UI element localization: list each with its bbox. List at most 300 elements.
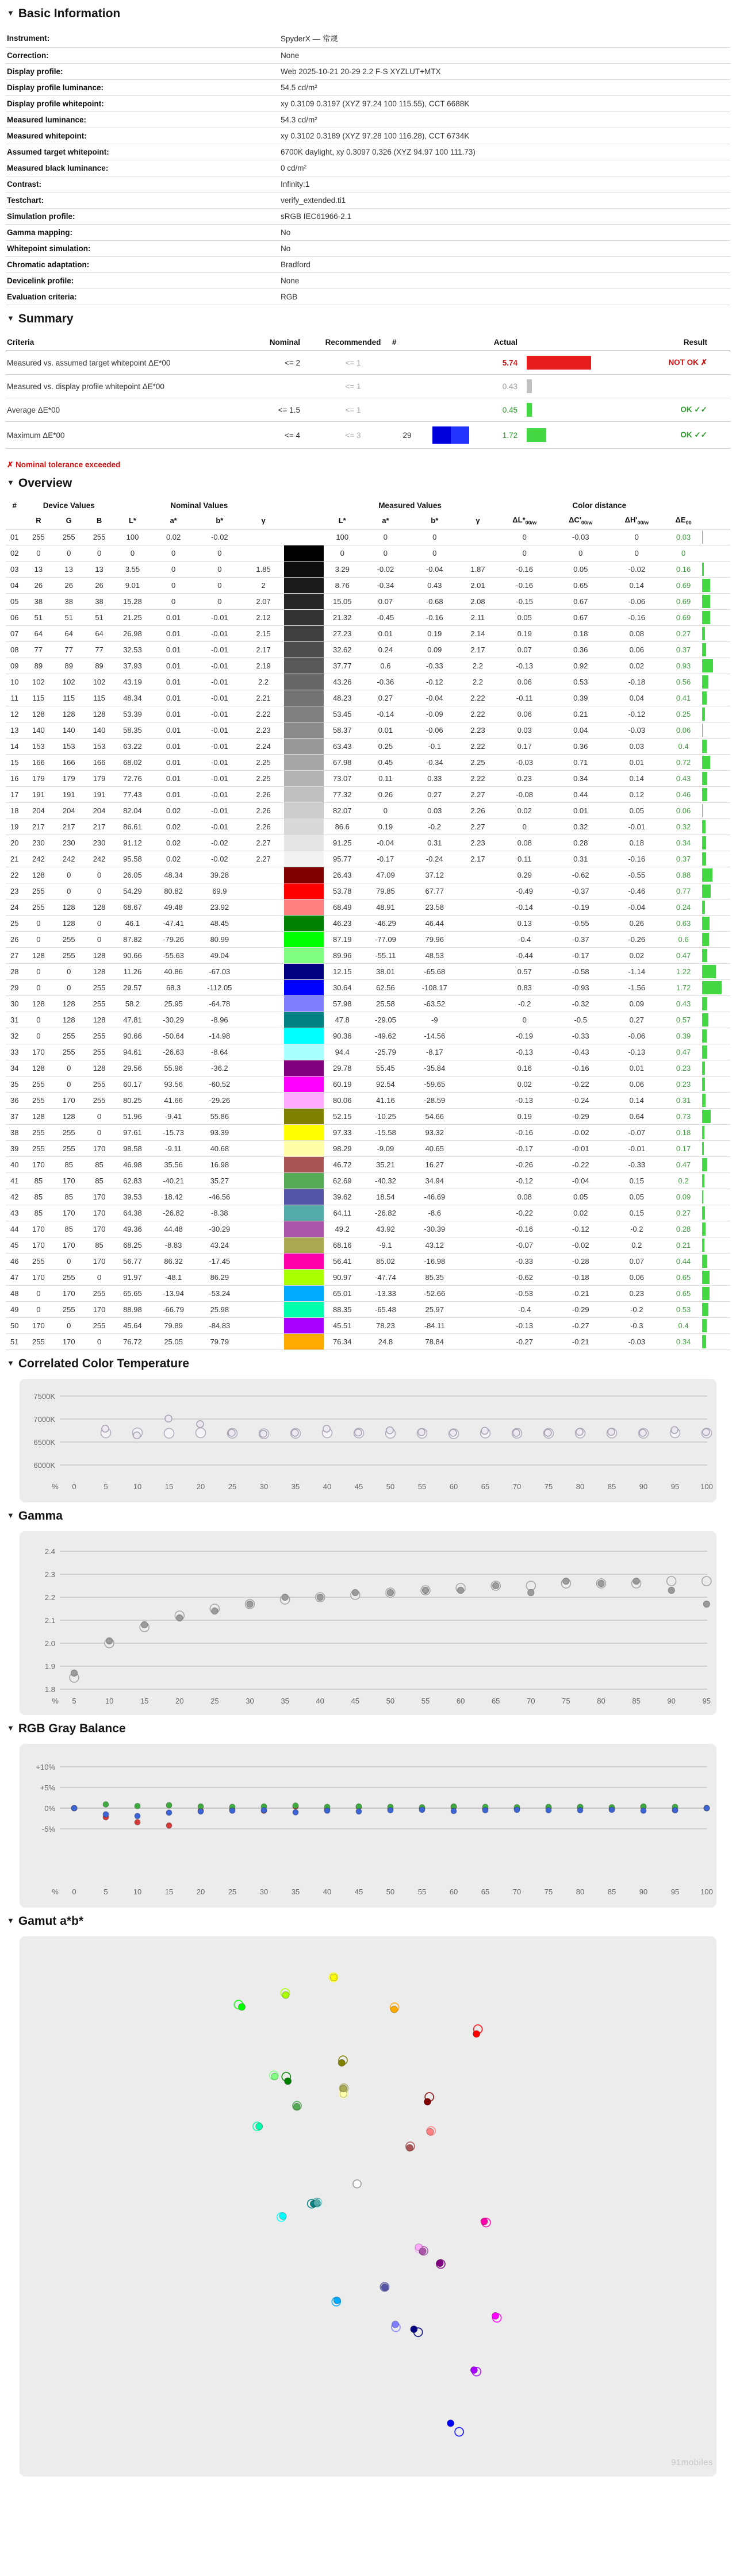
- overview-cell: 48.91: [361, 899, 410, 915]
- patch-swatch: [284, 561, 324, 577]
- collapse-triangle-icon[interactable]: ▼: [7, 1723, 14, 1732]
- overview-cell: 2.27: [243, 835, 284, 851]
- overview-cell: -0.1: [410, 738, 459, 754]
- info-value: Web 2025-10-21 20-29 2.2 F-S XYZLUT+MTX: [279, 64, 730, 80]
- overview-cell: 217: [53, 818, 84, 835]
- overview-cell: [459, 1060, 496, 1076]
- col-dist: $\Delta C'_{00/w}$: [553, 513, 609, 529]
- overview-cell: 128: [84, 1012, 114, 1028]
- svg-text:+10%: +10%: [36, 1762, 55, 1771]
- svg-text:7000K: 7000K: [33, 1414, 55, 1424]
- overview-cell: 27.23: [324, 625, 361, 641]
- overview-cell: -46.56: [196, 1189, 243, 1205]
- summary-result: NOT OK ✗: [614, 351, 730, 375]
- overview-cell: -0.27: [496, 1333, 553, 1349]
- overview-cell: 3.29: [324, 561, 361, 577]
- delta-e-value: 0.17: [665, 1140, 702, 1156]
- overview-cell: 78.23: [361, 1317, 410, 1333]
- overview-cell: -0.08: [496, 786, 553, 802]
- overview-cell: -0.03: [496, 754, 553, 770]
- overview-row: [6, 851, 730, 867]
- overview-cell: 2.17: [459, 641, 496, 658]
- info-label: Display profile:: [6, 64, 279, 80]
- overview-cell: [459, 947, 496, 963]
- col-measured-a*: a*: [361, 513, 410, 529]
- overview-cell: 46.23: [324, 915, 361, 931]
- svg-text:60: 60: [449, 1887, 458, 1896]
- patch-swatch: [284, 1156, 324, 1172]
- overview-cell: -0.33: [553, 1028, 609, 1044]
- overview-cell: 29.57: [114, 979, 151, 995]
- svg-text:30: 30: [259, 1482, 269, 1491]
- overview-cell: 0.31: [410, 835, 459, 851]
- overview-cell: 54.66: [410, 1108, 459, 1124]
- overview-cell: 128: [23, 995, 53, 1012]
- overview-cell: [243, 1108, 284, 1124]
- patch-swatch: [284, 1269, 324, 1285]
- overview-cell: [459, 995, 496, 1012]
- overview-cell: 13: [6, 722, 23, 738]
- overview-cell: 64.38: [114, 1205, 151, 1221]
- overview-cell: -0.4: [496, 931, 553, 947]
- patch-swatch: [284, 786, 324, 802]
- svg-text:40: 40: [323, 1482, 332, 1491]
- overview-cell: 98.29: [324, 1140, 361, 1156]
- delta-e-value: 0.47: [665, 1044, 702, 1060]
- overview-row: [6, 1028, 730, 1044]
- delta-e-value: 0.09: [665, 1189, 702, 1205]
- overview-cell: 0.01: [609, 1060, 665, 1076]
- collapse-triangle-icon[interactable]: ▼: [7, 314, 14, 322]
- gray-balance-title: RGB Gray Balance: [18, 1721, 126, 1735]
- overview-cell: 170: [84, 1189, 114, 1205]
- overview-cell: 89.96: [324, 947, 361, 963]
- overview-cell: -0.16: [496, 1221, 553, 1237]
- overview-cell: 217: [84, 818, 114, 835]
- overview-cell: 0.06: [609, 1269, 665, 1285]
- overview-cell: -29.05: [361, 1012, 410, 1028]
- overview-cell: 27: [6, 947, 23, 963]
- overview-cell: -0.93: [553, 979, 609, 995]
- overview-cell: 0.67: [553, 609, 609, 625]
- overview-row: [6, 979, 730, 995]
- overview-cell: -0.32: [553, 995, 609, 1012]
- overview-cell: [243, 899, 284, 915]
- overview-group-header-row: [6, 498, 730, 513]
- overview-cell: -16.98: [410, 1253, 459, 1269]
- patch-swatch: [284, 1237, 324, 1253]
- summary-header-nominal: Nominal: [244, 334, 315, 351]
- col-G: G: [53, 513, 84, 529]
- overview-cell: 2.22: [459, 770, 496, 786]
- svg-text:25: 25: [210, 1696, 219, 1705]
- overview-cell: 128: [84, 963, 114, 979]
- info-row: [6, 112, 730, 128]
- patch-swatch: [284, 1060, 324, 1076]
- summary-row: [6, 351, 730, 375]
- summary-criteria: Average ΔE*00: [6, 398, 244, 422]
- overview-cell: -0.01: [196, 609, 243, 625]
- col-nominal-γ: γ: [243, 513, 284, 529]
- overview-cell: 255: [23, 1092, 53, 1108]
- svg-text:40: 40: [316, 1696, 324, 1705]
- delta-e-value: 0.06: [665, 802, 702, 818]
- overview-cell: 65.65: [114, 1285, 151, 1301]
- overview-cell: 170: [53, 1092, 84, 1108]
- overview-cell: 49.2: [324, 1221, 361, 1237]
- svg-text:10: 10: [133, 1482, 142, 1491]
- section-gamma: [6, 1509, 730, 1715]
- overview-cell: 0.71: [553, 754, 609, 770]
- info-row: [6, 48, 730, 64]
- overview-cell: 255: [84, 529, 114, 545]
- overview-cell: -8.64: [196, 1044, 243, 1060]
- overview-cell: 37: [6, 1108, 23, 1124]
- overview-cell: 0: [410, 529, 459, 545]
- overview-cell: 68.49: [324, 899, 361, 915]
- gamma-heading: [7, 1509, 730, 1523]
- overview-cell: 2.17: [243, 641, 284, 658]
- overview-cell: [459, 1333, 496, 1349]
- overview-cell: 44: [6, 1221, 23, 1237]
- overview-cell: 2.15: [243, 625, 284, 641]
- summary-bar: [519, 398, 614, 422]
- overview-cell: 26.98: [114, 625, 151, 641]
- svg-text:2.1: 2.1: [44, 1616, 55, 1625]
- overview-cell: -0.07: [609, 1124, 665, 1140]
- overview-cell: 2.08: [459, 593, 496, 609]
- info-value: verify_extended.ti1: [279, 193, 730, 209]
- overview-cell: 128: [53, 1108, 84, 1124]
- overview-cell: -0.04: [410, 690, 459, 706]
- overview-cell: 170: [84, 1140, 114, 1156]
- delta-e-bar: [702, 1253, 730, 1269]
- overview-cell: 88.35: [324, 1301, 361, 1317]
- overview-cell: 55.45: [361, 1060, 410, 1076]
- overview-cell: -0.01: [196, 690, 243, 706]
- delta-e-bar: [702, 754, 730, 770]
- overview-cell: -40.21: [151, 1172, 196, 1189]
- summary-max-patch: [423, 422, 478, 449]
- overview-cell: 91.25: [324, 835, 361, 851]
- overview-cell: 46.44: [410, 915, 459, 931]
- overview-cell: 90.97: [324, 1269, 361, 1285]
- patch-swatch: [284, 1124, 324, 1140]
- overview-cell: -0.01: [196, 625, 243, 641]
- overview-cell: 0.01: [609, 754, 665, 770]
- delta-e-bar: [702, 963, 730, 979]
- overview-cell: 0: [84, 1108, 114, 1124]
- overview-cell: 0: [53, 1076, 84, 1092]
- delta-e-bar: [702, 738, 730, 754]
- collapse-triangle-icon[interactable]: ▼: [7, 9, 14, 17]
- overview-cell: -55.11: [361, 947, 410, 963]
- overview-cell: 64: [84, 625, 114, 641]
- info-value: None: [279, 48, 730, 64]
- overview-cell: 49.36: [114, 1221, 151, 1237]
- overview-cell: 0.02: [609, 947, 665, 963]
- overview-cell: -112.05: [196, 979, 243, 995]
- delta-e-bar: [702, 995, 730, 1012]
- overview-cell: 53.39: [114, 706, 151, 722]
- overview-cell: -0.12: [609, 706, 665, 722]
- svg-text:60: 60: [456, 1696, 465, 1705]
- overview-cell: 0.01: [361, 625, 410, 641]
- overview-row: [6, 609, 730, 625]
- info-value: Bradford: [279, 257, 730, 273]
- overview-cell: 0.27: [361, 690, 410, 706]
- overview-cell: 2.22: [459, 690, 496, 706]
- overview-cell: 2.25: [243, 754, 284, 770]
- overview-cell: 0: [609, 529, 665, 545]
- overview-cell: 15.28: [114, 593, 151, 609]
- section-gamut: [6, 1914, 730, 2477]
- svg-text:95: 95: [670, 1887, 680, 1896]
- overview-cell: 90.66: [114, 1028, 151, 1044]
- col-bar: [702, 513, 730, 529]
- overview-cell: -0.14: [361, 706, 410, 722]
- overview-cell: 01: [6, 529, 23, 545]
- overview-cell: [243, 883, 284, 899]
- bottom-spacer: [0, 2477, 736, 2485]
- overview-cell: 46.72: [324, 1156, 361, 1172]
- info-value: RGB: [279, 289, 730, 305]
- overview-cell: 115: [53, 690, 84, 706]
- overview-cell: 0.29: [496, 867, 553, 883]
- svg-text:20: 20: [175, 1696, 184, 1705]
- overview-cell: 0.18: [609, 835, 665, 851]
- delta-e-bar: [702, 706, 730, 722]
- collapse-triangle-icon[interactable]: ▼: [7, 478, 14, 487]
- overview-cell: 89: [53, 658, 84, 674]
- overview-cell: 0: [361, 529, 410, 545]
- overview-cell: [243, 1205, 284, 1221]
- svg-text:65: 65: [481, 1887, 490, 1896]
- overview-cell: 0.83: [496, 979, 553, 995]
- overview-cell: -0.01: [196, 641, 243, 658]
- overview-cell: 26: [23, 577, 53, 593]
- patch-swatch: [284, 1333, 324, 1349]
- overview-cell: 89: [84, 658, 114, 674]
- overview-cell: -1.56: [609, 979, 665, 995]
- summary-max-patch: [423, 351, 478, 375]
- overview-cell: 230: [84, 835, 114, 851]
- summary-header-swatch-spacer: [423, 334, 478, 351]
- overview-cell: 48.34: [114, 690, 151, 706]
- delta-e-bar: [702, 609, 730, 625]
- overview-cell: 92.54: [361, 1076, 410, 1092]
- svg-text:+5%: +5%: [40, 1783, 55, 1792]
- overview-cell: 90.66: [114, 947, 151, 963]
- delta-e-bar: [702, 770, 730, 786]
- patch-swatch: [284, 867, 324, 883]
- overview-cell: 93.32: [410, 1124, 459, 1140]
- overview-cell: 79.85: [361, 883, 410, 899]
- overview-cell: 255: [53, 947, 84, 963]
- overview-cell: 0: [53, 545, 84, 561]
- gamut-svg: [20, 1936, 715, 2477]
- overview-cell: 58.37: [324, 722, 361, 738]
- overview-cell: 0: [151, 545, 196, 561]
- overview-cell: 95.77: [324, 851, 361, 867]
- svg-text:95: 95: [670, 1482, 680, 1491]
- collapse-triangle-icon[interactable]: ▼: [7, 1358, 14, 1367]
- overview-cell: 0.07: [609, 1253, 665, 1269]
- overview-cell: 0: [84, 545, 114, 561]
- overview-cell: 85: [23, 1189, 53, 1205]
- summary-heading: [7, 312, 730, 326]
- overview-cell: 76.34: [324, 1333, 361, 1349]
- overview-cell: 255: [23, 1253, 53, 1269]
- overview-cell: 0.05: [553, 561, 609, 577]
- overview-cell: -29.26: [196, 1092, 243, 1108]
- collapse-triangle-icon[interactable]: ▼: [7, 1916, 14, 1925]
- overview-cell: -35.84: [410, 1060, 459, 1076]
- overview-cell: 0.02: [151, 851, 196, 867]
- info-label: Evaluation criteria:: [6, 289, 279, 305]
- overview-cell: 255: [23, 1124, 53, 1140]
- overview-cell: -108.17: [410, 979, 459, 995]
- overview-cell: [243, 1028, 284, 1044]
- svg-text:45: 45: [351, 1696, 360, 1705]
- overview-cell: 191: [23, 786, 53, 802]
- overview-cell: 170: [53, 1333, 84, 1349]
- overview-cell: -0.01: [609, 1140, 665, 1156]
- overview-cell: 2.27: [243, 851, 284, 867]
- overview-cell: -0.01: [553, 1140, 609, 1156]
- svg-text:2.3: 2.3: [44, 1570, 55, 1579]
- overview-cell: 04: [6, 577, 23, 593]
- delta-e-value: 0.43: [665, 770, 702, 786]
- overview-cell: 46.1: [114, 915, 151, 931]
- overview-cell: [459, 1124, 496, 1140]
- overview-cell: 0: [151, 593, 196, 609]
- overview-cell: -0.49: [496, 883, 553, 899]
- overview-cell: 43.24: [196, 1237, 243, 1253]
- overview-cell: 0.08: [609, 625, 665, 641]
- overview-row: [6, 1012, 730, 1028]
- patch-swatch: [284, 899, 324, 915]
- svg-text:2.0: 2.0: [44, 1639, 55, 1648]
- svg-text:70: 70: [527, 1696, 535, 1705]
- delta-e-bar: [702, 1172, 730, 1189]
- overview-cell: -0.36: [361, 674, 410, 690]
- overview-cell: 0: [361, 802, 410, 818]
- overview-cell: 91.12: [114, 835, 151, 851]
- overview-cell: 80.99: [196, 931, 243, 947]
- overview-cell: 40: [6, 1156, 23, 1172]
- overview-cell: 0: [84, 1333, 114, 1349]
- overview-cell: 153: [53, 738, 84, 754]
- patch-swatch: [284, 706, 324, 722]
- summary-actual: 0.43: [478, 375, 519, 398]
- delta-e-value: 0.21: [665, 1237, 702, 1253]
- delta-e-value: 0.27: [665, 625, 702, 641]
- overview-cell: -0.11: [496, 690, 553, 706]
- overview-row: [6, 690, 730, 706]
- overview-cell: 08: [6, 641, 23, 658]
- overview-cell: 170: [23, 1269, 53, 1285]
- overview-cell: -0.01: [609, 818, 665, 835]
- overview-cell: -8.6: [410, 1205, 459, 1221]
- overview-cell: 255: [84, 1044, 114, 1060]
- overview-cell: 34.94: [410, 1172, 459, 1189]
- col-dist: $\Delta H'_{00/w}$: [609, 513, 665, 529]
- info-value: SpyderX — 常规: [279, 29, 730, 48]
- overview-cell: 10: [6, 674, 23, 690]
- info-value: sRGB IEC61966-2.1: [279, 209, 730, 225]
- overview-cell: 86.61: [114, 818, 151, 835]
- overview-cell: 0.16: [496, 1060, 553, 1076]
- overview-cell: 36: [6, 1092, 23, 1108]
- overview-cell: -55.63: [151, 947, 196, 963]
- overview-cell: 73.07: [324, 770, 361, 786]
- svg-text:5: 5: [72, 1696, 76, 1705]
- overview-cell: 170: [53, 1237, 84, 1253]
- overview-cell: 86.29: [196, 1269, 243, 1285]
- overview-cell: 80.25: [114, 1092, 151, 1108]
- overview-cell: 25.05: [151, 1333, 196, 1349]
- info-label: Testchart:: [6, 193, 279, 209]
- overview-cell: 77.43: [114, 786, 151, 802]
- collapse-triangle-icon[interactable]: ▼: [7, 1510, 14, 1520]
- overview-cell: -0.01: [196, 754, 243, 770]
- delta-e-value: 0.88: [665, 867, 702, 883]
- overview-cell: 51: [6, 1333, 23, 1349]
- overview-cell: -0.16: [609, 851, 665, 867]
- overview-cell: 102: [23, 674, 53, 690]
- overview-cell: -0.33: [410, 658, 459, 674]
- overview-cell: 52.15: [324, 1108, 361, 1124]
- overview-cell: -63.52: [410, 995, 459, 1012]
- overview-cell: 0.13: [496, 915, 553, 931]
- overview-cell: -0.24: [553, 1092, 609, 1108]
- overview-cell: [243, 1253, 284, 1269]
- patch-swatch: [284, 1205, 324, 1221]
- overview-cell: 62.83: [114, 1172, 151, 1189]
- overview-cell: 0.27: [410, 786, 459, 802]
- overview-cell: -0.18: [553, 1269, 609, 1285]
- overview-cell: 39.28: [196, 867, 243, 883]
- overview-cell: -0.17: [553, 947, 609, 963]
- overview-cell: 2.17: [459, 851, 496, 867]
- svg-text:50: 50: [386, 1482, 395, 1491]
- overview-cell: 2.27: [459, 786, 496, 802]
- summary-header-recommended: Recommended: [315, 334, 391, 351]
- overview-cell: 128: [23, 1060, 53, 1076]
- overview-cell: 0.02: [496, 1076, 553, 1092]
- overview-cell: 58.2: [114, 995, 151, 1012]
- overview-cell: -0.17: [496, 1140, 553, 1156]
- overview-cell: -0.01: [196, 738, 243, 754]
- overview-cell: 128: [53, 915, 84, 931]
- overview-cell: 0.01: [553, 802, 609, 818]
- overview-cell: 170: [84, 1205, 114, 1221]
- col-group-nominal: Nominal Values: [170, 501, 228, 510]
- patch-swatch: [284, 609, 324, 625]
- overview-row: [6, 545, 730, 561]
- overview-cell: -0.22: [553, 1076, 609, 1092]
- overview-cell: 255: [53, 1140, 84, 1156]
- overview-cell: -0.03: [609, 722, 665, 738]
- overview-cell: -8.38: [196, 1205, 243, 1221]
- overview-cell: 3.55: [114, 561, 151, 577]
- col-nominal-a*: a*: [151, 513, 196, 529]
- delta-e-value: 0.65: [665, 1285, 702, 1301]
- delta-e-value: 0.69: [665, 577, 702, 593]
- overview-cell: 0: [114, 545, 151, 561]
- delta-e-bar: [702, 1156, 730, 1172]
